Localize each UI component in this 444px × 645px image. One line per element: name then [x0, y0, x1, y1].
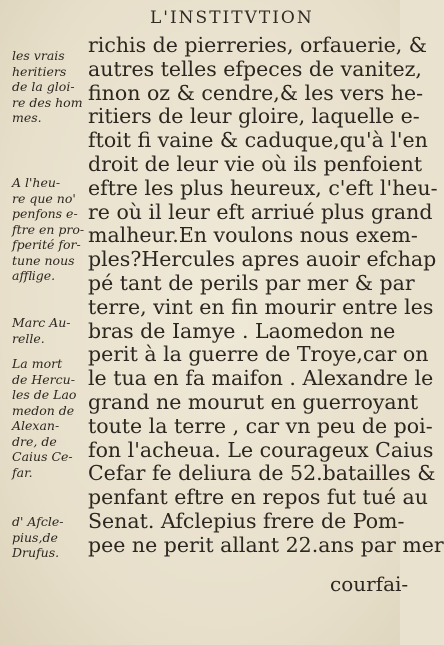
- margin-note-fortune: [12, 175, 88, 284]
- body-line: terre, vint en fin mourir entre les: [88, 294, 434, 319]
- body-line: ples?Hercules apres auoir efchap: [88, 247, 437, 272]
- body-line: eftre les plus heureux, c'eft l'heu-: [88, 175, 438, 200]
- body-line: ritiers de leur gloire, laquelle e-: [88, 104, 420, 129]
- body-line: re où il leur eft arriué plus grand: [88, 199, 433, 224]
- note-line: afflige.: [12, 268, 56, 283]
- body-text: [88, 33, 444, 558]
- note-line: medon de: [12, 402, 75, 418]
- body-line: perit à la guerre de Troye,car on: [88, 342, 429, 367]
- body-line: finon oz & cendre,& les vers he-: [88, 80, 424, 105]
- note-line: Marc Au-: [12, 315, 71, 330]
- note-line: La mort: [12, 356, 63, 371]
- body-line: autres telles efpeces de vanitez,: [88, 56, 422, 81]
- note-line: de Hercu-: [12, 371, 75, 387]
- note-line: A l'heu-: [12, 175, 61, 190]
- catchword: courfai-: [330, 572, 409, 596]
- body-line: toute la terre , car vn peu de poi-: [88, 413, 433, 438]
- body-line: malheur.En voulons nous exem-: [88, 223, 418, 248]
- margin-note-heirs: [12, 48, 88, 126]
- note-line: pius,de: [12, 529, 58, 545]
- note-line: re des hom: [12, 94, 83, 110]
- note-line: les de Lao: [12, 387, 77, 402]
- note-line: de la gloi-: [12, 79, 75, 94]
- note-line: d' Afcle-: [12, 514, 64, 529]
- margin-note-deaths: [12, 356, 88, 480]
- note-line: ftre en pro-: [12, 221, 85, 237]
- body-line: droit de leur vie où ils penfoient: [88, 151, 423, 176]
- note-line: heritiers: [12, 63, 67, 79]
- running-head: L'INSTITVTION: [150, 8, 314, 28]
- body-line: pee ne perit allant 22.ans par mer: [88, 532, 444, 557]
- body-line: penfant eftre en repos fut tué au: [88, 485, 428, 510]
- note-line: fperité for-: [12, 237, 81, 252]
- body-line: Cefar fe deliura de 52.batailles &: [88, 461, 436, 486]
- note-line: tune nous: [12, 252, 75, 268]
- body-line: le tua en fa maifon . Alexandre le: [88, 366, 434, 391]
- body-line: grand ne mourut en guerroyant: [88, 389, 419, 414]
- note-line: re que no': [12, 190, 76, 206]
- note-line: dre, de: [12, 433, 57, 449]
- note-line: Caius Ce-: [12, 449, 73, 464]
- note-line: far.: [12, 464, 33, 480]
- note-line: mes.: [12, 110, 42, 125]
- body-line: pé tant de perils par mer & par: [88, 270, 415, 295]
- note-line: Alexan-: [12, 418, 60, 433]
- note-line: relle.: [12, 330, 45, 346]
- body-line: bras de Iamye . Laomedon ne: [88, 318, 396, 343]
- note-line: Drufus.: [12, 545, 60, 560]
- note-line: penfons e-: [12, 206, 78, 221]
- body-line: fon l'acheua. Le courageux Caius: [88, 437, 434, 462]
- note-line: les vrais: [12, 48, 65, 63]
- margin-note-marc-aurelle: [12, 315, 88, 346]
- margin-note-asclepius: [12, 514, 88, 561]
- body-line: richis de pierreries, orfauerie, &: [88, 33, 428, 57]
- body-line: Senat. Afclepius frere de Pom-: [88, 508, 405, 533]
- body-line: ftoit fi vaine & caduque,qu'à l'en: [88, 128, 428, 153]
